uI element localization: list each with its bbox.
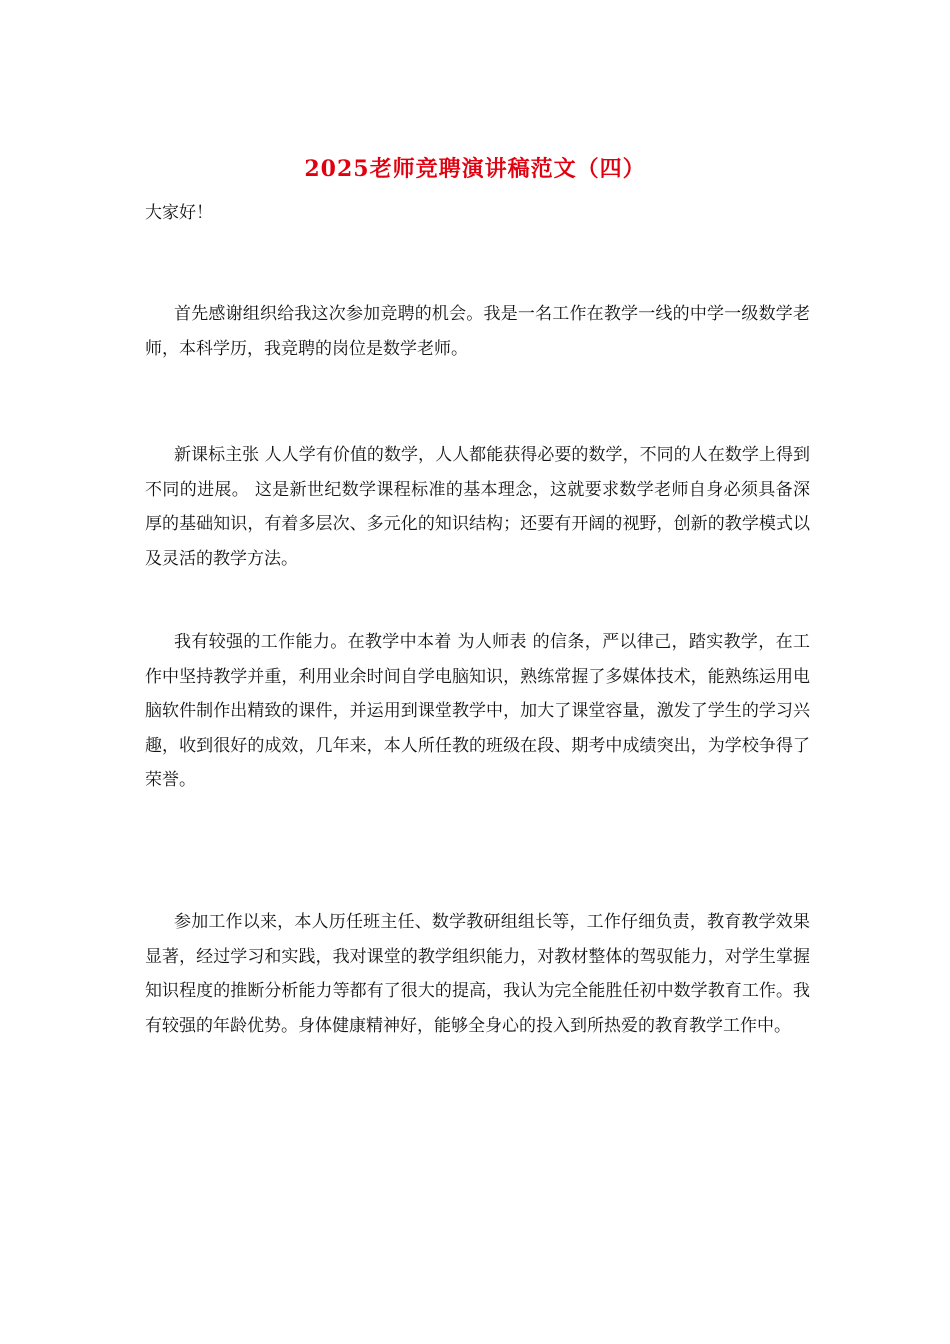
paragraph-1: 首先感谢组织给我这次参加竞聘的机会。我是一名工作在教学一线的中学一级数学老师，本科学历，我竞聘的岗位是数学老师。 bbox=[145, 304, 810, 359]
greeting-text: 大家好！ bbox=[145, 203, 213, 223]
document-title: 2025老师竞聘演讲稿范文（四） bbox=[304, 156, 646, 182]
paragraph-4: 参加工作以来，本人历任班主任、数学教研组组长等，工作仔细负责，教育教学效果显著，经过学习和实践，我对课堂的教学组织能力，对教材整体的驾驭能力，对学生掌握知识程度的推断分析能力等都有了很大的提高，我认为完全能胜任初中数学教育工作。我有较强的年龄优势。身体健康精神好，能够全身心的投入到所热爱的教育教学工作中。 bbox=[145, 912, 810, 1036]
paragraph-3: 我有较强的工作能力。在教学中本着 为人师表 的信条，严以律己，踏实教学，在工作中坚持教学并重，利用业余时间自学电脑知识，熟练常握了多媒体技术，能熟练运用电脑软件制作出精致的课件，并运用到课堂教学中，加大了课堂容量，激发了学生的学习兴趣，收到很好的成效，几年来，本人所任教的班级在段、期考中成绩突出，为学校争得了荣誉。 bbox=[145, 632, 810, 790]
paragraph-2: 新课标主张 人人学有价值的数学，人人都能获得必要的数学，不同的人在数学上得到不同的进展。 这是新世纪数学课程标准的基本理念，这就要求数学老师自身必须具备深厚的基础知识，有着多层次、多元化的知识结构；还要有开阔的视野，创新的教学模式以及灵活的教学方法。 bbox=[145, 445, 810, 569]
